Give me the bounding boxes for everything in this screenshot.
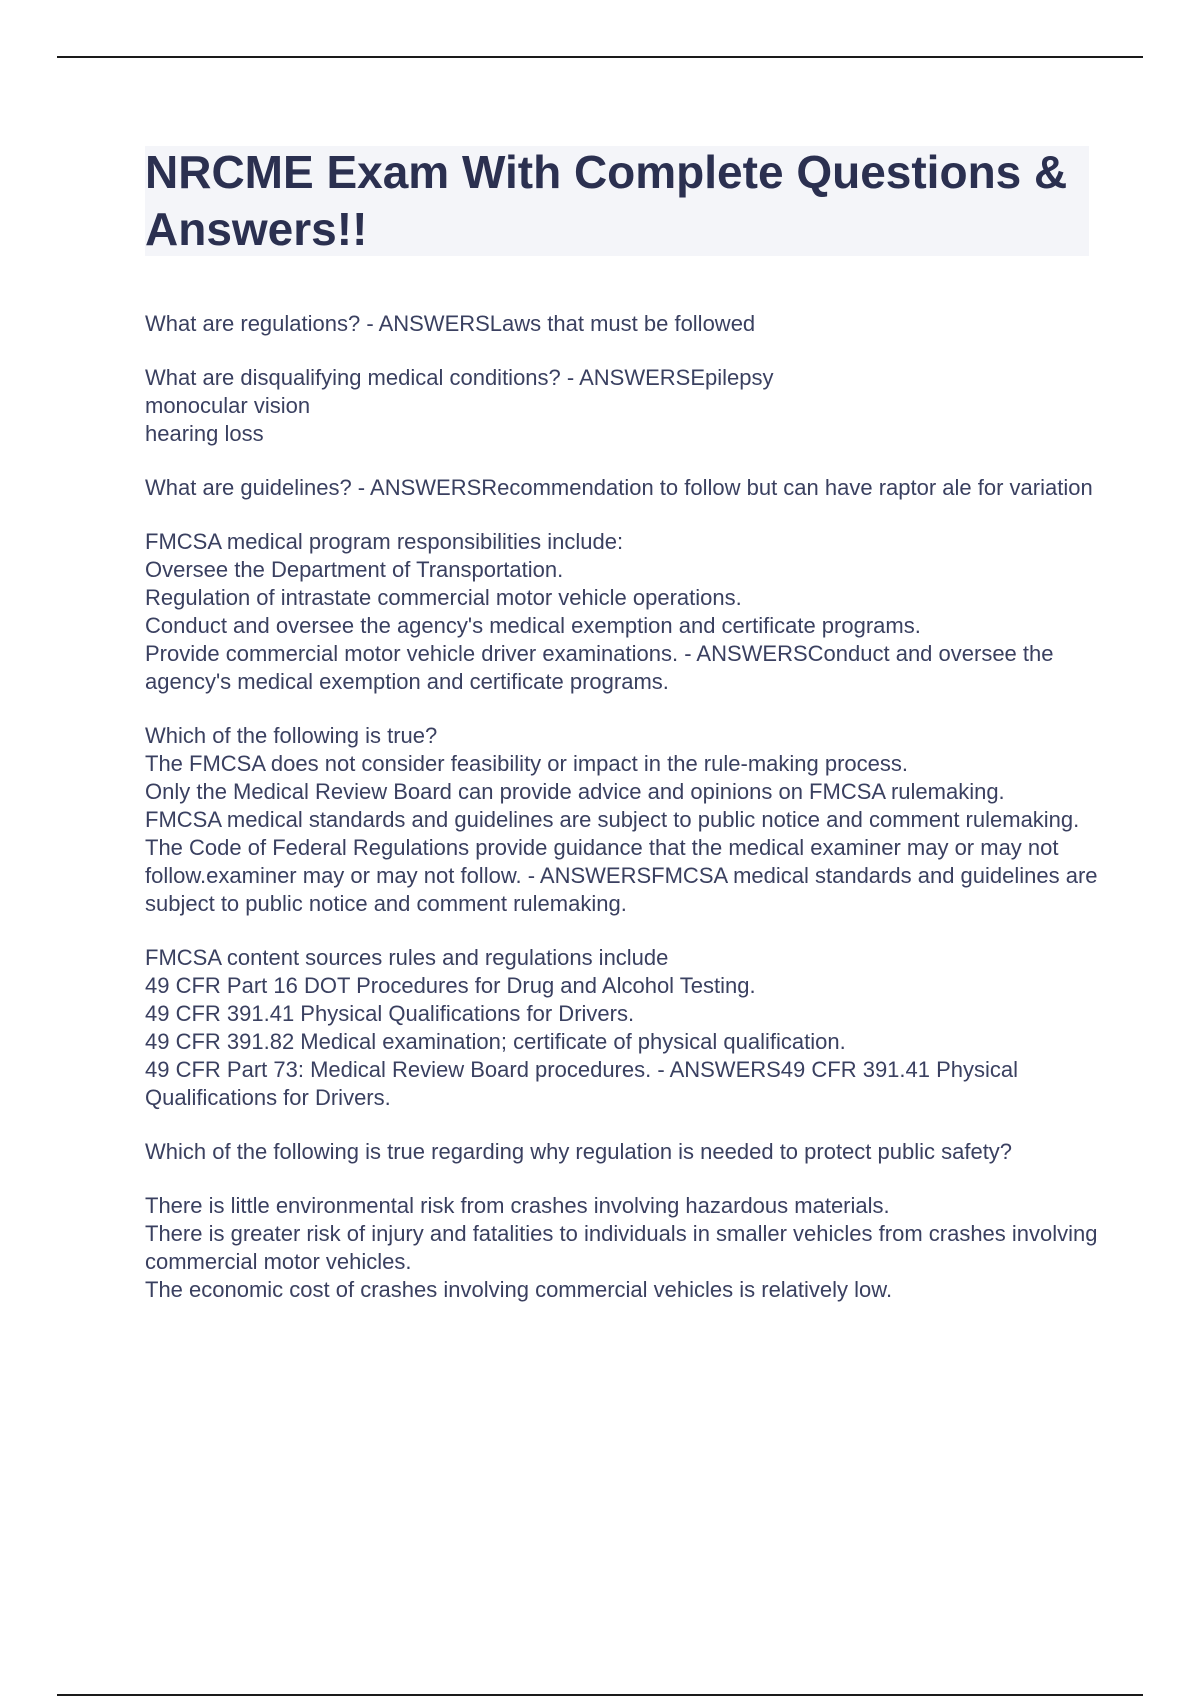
qa-line: 49 CFR 391.41 Physical Qualifications for Drivers.: [145, 1001, 635, 1026]
qa-line: 49 CFR Part 16 DOT Procedures for Drug and Alcohol Testing.: [145, 973, 756, 998]
qa-line: 49 CFR Part 73: Medical Review Board procedures. - ANSWERS49 CFR 391.41 Physical Qualifications for Drivers.: [145, 1057, 1019, 1110]
qa-line: Only the Medical Review Board can provide advice and opinions on FMCSA rulemaking.: [145, 779, 1005, 804]
qa-line: Regulation of intrastate commercial motor vehicle operations.: [145, 585, 742, 610]
qa-item-safety-options: [145, 1192, 1105, 1304]
qa-line: 49 CFR 391.82 Medical examination; certificate of physical qualification.: [145, 1029, 846, 1054]
qa-line: The FMCSA does not consider feasibility or impact in the rule-making process.: [145, 751, 908, 776]
qa-line: The economic cost of crashes involving commercial vehicles is relatively low.: [145, 1277, 893, 1302]
qa-line: Which of the following is true?: [145, 723, 438, 748]
page-title: NRCME Exam With Complete Questions & Answers!!: [145, 146, 1068, 255]
top-rule: [57, 56, 1143, 58]
qa-item-fmcsa-responsibilities: [145, 528, 1105, 696]
qa-line: What are guidelines? - ANSWERSRecommendation to follow but can have raptor ale for variation: [145, 475, 1093, 500]
bottom-rule: [57, 1694, 1143, 1696]
qa-line: Conduct and oversee the agency's medical exemption and certificate programs.: [145, 613, 921, 638]
qa-line: Which of the following is true regarding why regulation is needed to protect public safety?: [145, 1139, 1013, 1164]
qa-item-which-true: [145, 722, 1105, 918]
qa-item-disqualifying-conditions: [145, 364, 1105, 448]
qa-line: FMCSA content sources rules and regulations include: [145, 945, 669, 970]
qa-line: The Code of Federal Regulations provide guidance that the medical examiner may or may not follow.examiner may or may not follow. - ANSWERSFMCSA medical standards and guidelines are subject to public notice and comment rulemaking.: [145, 835, 1098, 916]
qa-line: Oversee the Department of Transportation.: [145, 557, 564, 582]
qa-line: What are disqualifying medical conditions? - ANSWERSEpilepsy: [145, 365, 774, 390]
qa-item-content-sources: [145, 944, 1105, 1112]
qa-item-regulations: [145, 310, 1105, 338]
qa-line: Provide commercial motor vehicle driver examinations. - ANSWERSConduct and oversee the agency's medical exemption and certificate programs.: [145, 641, 1054, 694]
qa-line: hearing loss: [145, 421, 264, 446]
qa-line: monocular vision: [145, 393, 311, 418]
qa-line: FMCSA medical program responsibilities include:: [145, 529, 624, 554]
document-body: [145, 310, 1105, 1330]
qa-line: What are regulations? - ANSWERSLaws that must be followed: [145, 311, 756, 336]
qa-line: There is greater risk of injury and fatalities to individuals in smaller vehicles from crashes involving commercial motor vehicles.: [145, 1221, 1098, 1274]
qa-line: FMCSA medical standards and guidelines are subject to public notice and comment rulemaking.: [145, 807, 1080, 832]
qa-item-public-safety: [145, 1138, 1105, 1166]
qa-item-guidelines: [145, 474, 1105, 502]
qa-line: There is little environmental risk from crashes involving hazardous materials.: [145, 1193, 890, 1218]
